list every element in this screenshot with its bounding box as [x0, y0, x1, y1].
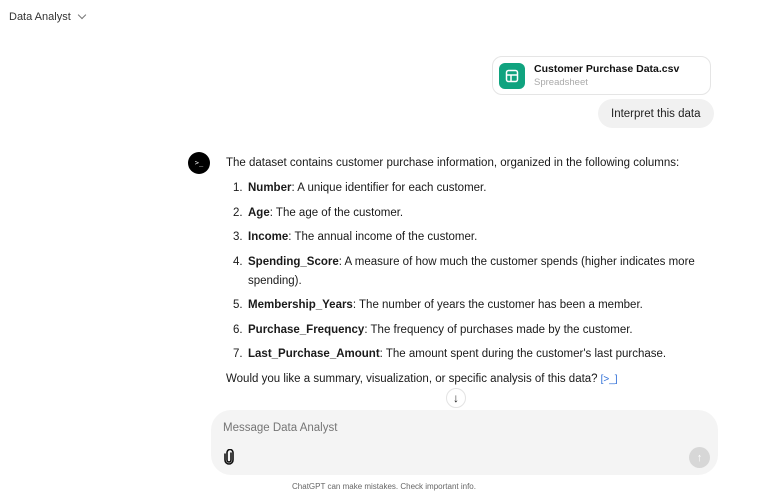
list-item: [226, 204, 696, 223]
item-desc: : A unique identifier for each customer.: [291, 182, 487, 194]
message-input[interactable]: [223, 422, 623, 434]
model-name: Data Analyst: [9, 11, 71, 23]
item-desc: : The annual income of the customer.: [288, 231, 478, 243]
follow-up-text: Would you like a summary, visualization, or specific analysis of this data?: [226, 372, 598, 385]
item-term: Last_Purchase_Amount: [248, 348, 380, 360]
list-item: [226, 345, 696, 364]
item-number: 2.: [233, 206, 243, 219]
disclaimer: ChatGPT can make mistakes. Check important info.: [292, 482, 476, 491]
list-item: [226, 296, 696, 315]
item-number: 1.: [233, 182, 243, 194]
assistant-avatar: >_: [188, 152, 210, 174]
send-button[interactable]: [689, 447, 710, 468]
list-item: [226, 179, 696, 198]
code-citation-link[interactable]: [>_]: [600, 373, 618, 385]
item-number: 5.: [233, 299, 243, 311]
item-term: Number: [248, 182, 292, 194]
spreadsheet-icon: [499, 63, 525, 89]
item-term: Purchase_Frequency: [248, 323, 365, 336]
item-term: Membership_Years: [248, 299, 353, 311]
list-item: [226, 253, 696, 291]
item-number: 4.: [233, 255, 243, 268]
item-term: Income: [248, 231, 289, 243]
intro-text: The dataset contains customer purchase information, organized in the following columns:: [226, 157, 680, 169]
arrow-down-icon: ↓: [453, 390, 459, 405]
model-selector[interactable]: [9, 11, 85, 23]
item-number: 7.: [233, 348, 243, 360]
column-list: [226, 179, 696, 364]
file-name: Customer Purchase Data.csv: [534, 63, 680, 75]
item-desc: : The frequency of purchases made by the customer.: [364, 323, 633, 336]
assistant-message: [226, 154, 696, 405]
paperclip-icon[interactable]: [222, 449, 236, 465]
scroll-down-button[interactable]: [446, 388, 466, 408]
item-term: Spending_Score: [248, 255, 339, 268]
item-desc: : The number of years the customer has been a member.: [352, 299, 643, 311]
chevron-down-icon: [78, 11, 86, 19]
user-message: Interpret this data: [598, 99, 714, 128]
item-number: 3.: [233, 231, 243, 243]
item-term: Age: [248, 206, 270, 219]
message-composer: [211, 410, 718, 475]
item-desc: : A measure of how much the customer spends (higher indicates more spending).: [248, 255, 695, 287]
file-type: Spreadsheet: [534, 77, 588, 88]
list-item: [226, 228, 696, 247]
item-desc: : The amount spent during the customer's last purchase.: [379, 348, 667, 360]
list-item: [226, 321, 696, 340]
arrow-up-icon: ↑: [696, 451, 703, 464]
file-attachment[interactable]: [492, 56, 711, 95]
item-desc: : The age of the customer.: [269, 206, 404, 219]
item-number: 6.: [233, 323, 243, 336]
